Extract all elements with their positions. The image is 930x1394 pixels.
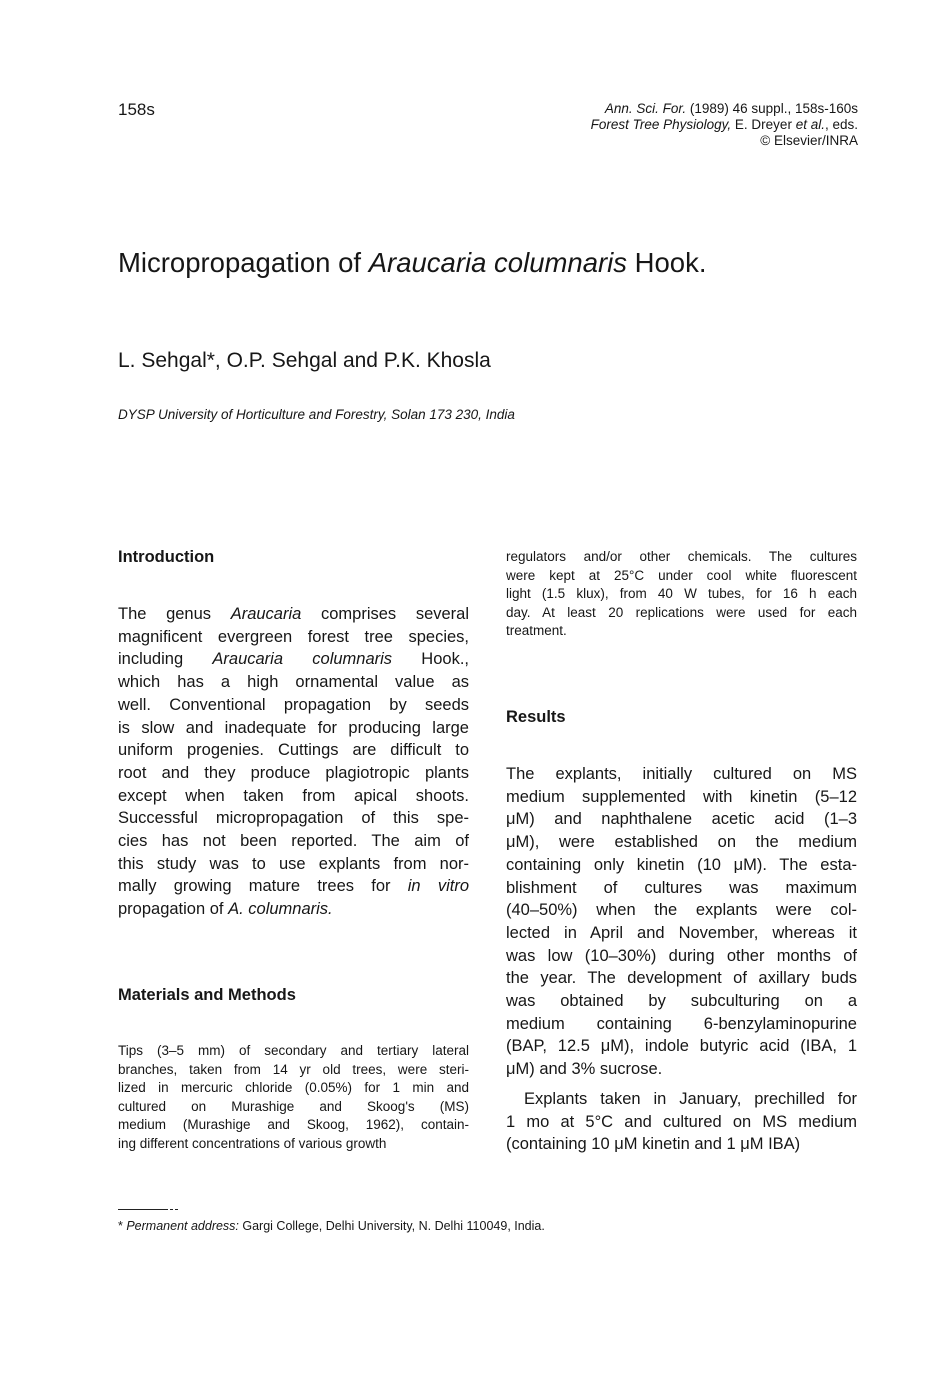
footnote-rule xyxy=(118,1209,168,1210)
citation-line xyxy=(498,101,858,117)
text-line xyxy=(506,854,857,877)
text-run: ing different concentrations of various growth xyxy=(118,1135,387,1151)
text-line xyxy=(506,567,857,586)
title-suffix: Hook. xyxy=(627,247,707,278)
text-line xyxy=(118,1116,469,1135)
text-line xyxy=(118,626,469,649)
text-run: were kept at 25°C under cool white fluorescent xyxy=(506,567,857,583)
text-line xyxy=(506,877,857,900)
text-run: medium (Murashige and Skoog, 1962), contain- xyxy=(118,1117,469,1132)
text-line xyxy=(506,622,857,641)
footnote-text: Gargi College, Delhi University, N. Delhi 110049, India. xyxy=(238,1219,545,1233)
text-run: Hook., xyxy=(392,650,469,669)
text-line xyxy=(506,548,857,567)
methods-heading: Materials and Methods xyxy=(118,986,296,1004)
text-run: medium containing 6-benzylaminopurine xyxy=(506,1014,857,1033)
results-heading: Results xyxy=(506,708,566,726)
text-run: light (1.5 klux), from 40 W tubes, for 16 h each xyxy=(506,586,857,601)
text-run: © Elsevier/INRA xyxy=(760,133,858,148)
text-line xyxy=(506,990,857,1013)
text-run: μM), were established on the medium xyxy=(506,833,857,852)
text-run: propagation of xyxy=(118,900,229,919)
citation-line xyxy=(498,117,858,133)
text-line xyxy=(506,1013,857,1036)
text-line xyxy=(118,853,469,876)
text-run: root and they produce plagiotropic plants xyxy=(118,763,469,782)
italic-text: Araucaria xyxy=(230,605,302,623)
text-line xyxy=(118,785,469,808)
text-line xyxy=(118,671,469,694)
title-prefix: Micropropagation of xyxy=(118,247,369,278)
text-line xyxy=(506,1111,857,1134)
introduction-paragraph xyxy=(118,603,469,921)
text-run: (containing 10 μM kinetin and 1 μM IBA) xyxy=(506,1135,801,1154)
results-paragraph-2 xyxy=(506,1088,857,1156)
text-line xyxy=(118,648,469,671)
text-run: E. Dreyer xyxy=(731,117,796,132)
text-run: containing only kinetin (10 μM). The esta- xyxy=(506,855,857,874)
footnote-label: Permanent address: xyxy=(126,1219,239,1233)
text-run: which has a high ornamental value as xyxy=(118,673,469,692)
text-run: including xyxy=(118,650,213,669)
introduction-heading: Introduction xyxy=(118,548,215,566)
text-run: Explants taken in January, prechilled for xyxy=(524,1090,857,1108)
text-run: this study was to use explants from nor- xyxy=(118,854,469,873)
text-line xyxy=(118,603,469,626)
text-line xyxy=(506,604,857,623)
text-run: μM) and naphthalene acetic acid (1–3 xyxy=(506,810,857,829)
text-run: day. At least 20 replications were used for each xyxy=(506,604,857,620)
text-run: μM) and 3% sucrose. xyxy=(506,1060,663,1079)
italic-text: Forest Tree Physiology, xyxy=(590,117,732,132)
text-run: , eds. xyxy=(824,117,858,132)
footnote xyxy=(118,1219,545,1233)
text-run: cies has not been reported. The aim of xyxy=(118,832,469,851)
text-run: cultured on Murashige and Skoog's (MS) xyxy=(118,1098,469,1114)
footnote-rule-dots xyxy=(170,1209,180,1210)
journal-citation xyxy=(498,101,858,149)
text-line xyxy=(118,717,469,740)
text-run: (1989) 46 suppl., 158s-160s xyxy=(686,101,858,116)
author-list: L. Sehgal*, O.P. Sehgal and P.K. Khosla xyxy=(118,349,491,372)
text-run: comprises several xyxy=(301,605,470,623)
text-line xyxy=(118,1061,469,1080)
text-run: mally growing mature trees for xyxy=(118,877,408,896)
text-line xyxy=(506,831,857,854)
text-run: treatment. xyxy=(506,623,567,638)
text-run: (BAP, 12.5 μM), indole butyric acid (IBA, 1 xyxy=(506,1037,857,1056)
text-run: blishment of cultures was maximum xyxy=(506,878,857,897)
methods-continued-paragraph xyxy=(506,548,857,641)
text-line xyxy=(118,762,469,785)
text-line xyxy=(118,898,469,921)
text-line xyxy=(506,899,857,922)
text-run: Successful micropropagation of this spe- xyxy=(118,809,469,828)
text-run: was obtained by subculturing on a xyxy=(506,992,857,1011)
text-line xyxy=(118,1042,469,1061)
italic-text: A. columnaris. xyxy=(228,900,333,919)
italic-text: Ann. Sci. For. xyxy=(604,101,687,116)
text-run: The genus xyxy=(118,605,231,623)
text-run: (40–50%) when the explants were col- xyxy=(506,901,857,920)
title-species: Araucaria columnaris xyxy=(368,247,627,278)
text-line xyxy=(506,763,857,786)
text-run: regulators and/or other chemicals. The cultures xyxy=(506,549,857,564)
methods-paragraph xyxy=(118,1042,469,1153)
text-line xyxy=(118,807,469,830)
text-line xyxy=(118,1098,469,1117)
text-run: The explants, initially cultured on MS xyxy=(506,765,857,783)
text-line xyxy=(506,1058,857,1081)
text-line xyxy=(506,808,857,831)
page-number: 158s xyxy=(118,100,155,119)
text-line xyxy=(506,922,857,945)
text-run: the year. The development of axillary buds xyxy=(506,969,857,988)
text-run: magnificent evergreen forest tree species, xyxy=(118,627,469,646)
text-run: lected in April and November, whereas it xyxy=(506,923,857,942)
text-line xyxy=(118,739,469,762)
text-line xyxy=(118,1079,469,1098)
citation-line xyxy=(498,133,858,149)
italic-text: et al. xyxy=(795,117,825,132)
text-line xyxy=(118,1135,469,1154)
text-line xyxy=(118,830,469,853)
italic-text: Araucaria columnaris xyxy=(212,650,393,669)
text-line xyxy=(506,1088,857,1111)
text-line xyxy=(506,786,857,809)
text-line xyxy=(506,967,857,990)
text-run: well. Conventional propagation by seeds xyxy=(118,695,469,714)
text-line xyxy=(506,945,857,968)
results-paragraph-1 xyxy=(506,763,857,1081)
article-title xyxy=(118,247,706,279)
footnote-marker: * xyxy=(118,1219,127,1233)
text-run: medium supplemented with kinetin (5–12 xyxy=(506,787,857,806)
affiliation: DYSP University of Horticulture and Forestry, Solan 173 230, India xyxy=(118,407,515,422)
text-run: lized in mercuric chloride (0.05%) for 1 min and xyxy=(118,1080,469,1095)
text-run: 1 mo at 5°C and cultured on MS medium xyxy=(506,1112,857,1131)
text-run: branches, taken from 14 yr old trees, were steri- xyxy=(118,1061,469,1077)
text-line xyxy=(506,585,857,604)
text-line xyxy=(118,694,469,717)
text-run: Tips (3–5 mm) of secondary and tertiary lateral xyxy=(118,1043,469,1058)
text-line xyxy=(506,1133,857,1156)
text-run: except when taken from apical shoots. xyxy=(118,786,469,805)
text-line xyxy=(118,875,469,898)
text-run: is slow and inadequate for producing large xyxy=(118,718,469,737)
text-line xyxy=(506,1035,857,1058)
text-run: uniform progenies. Cuttings are difficult to xyxy=(118,741,469,760)
italic-text: in vitro xyxy=(407,877,469,896)
text-run: was low (10–30%) during other months of xyxy=(506,946,857,965)
